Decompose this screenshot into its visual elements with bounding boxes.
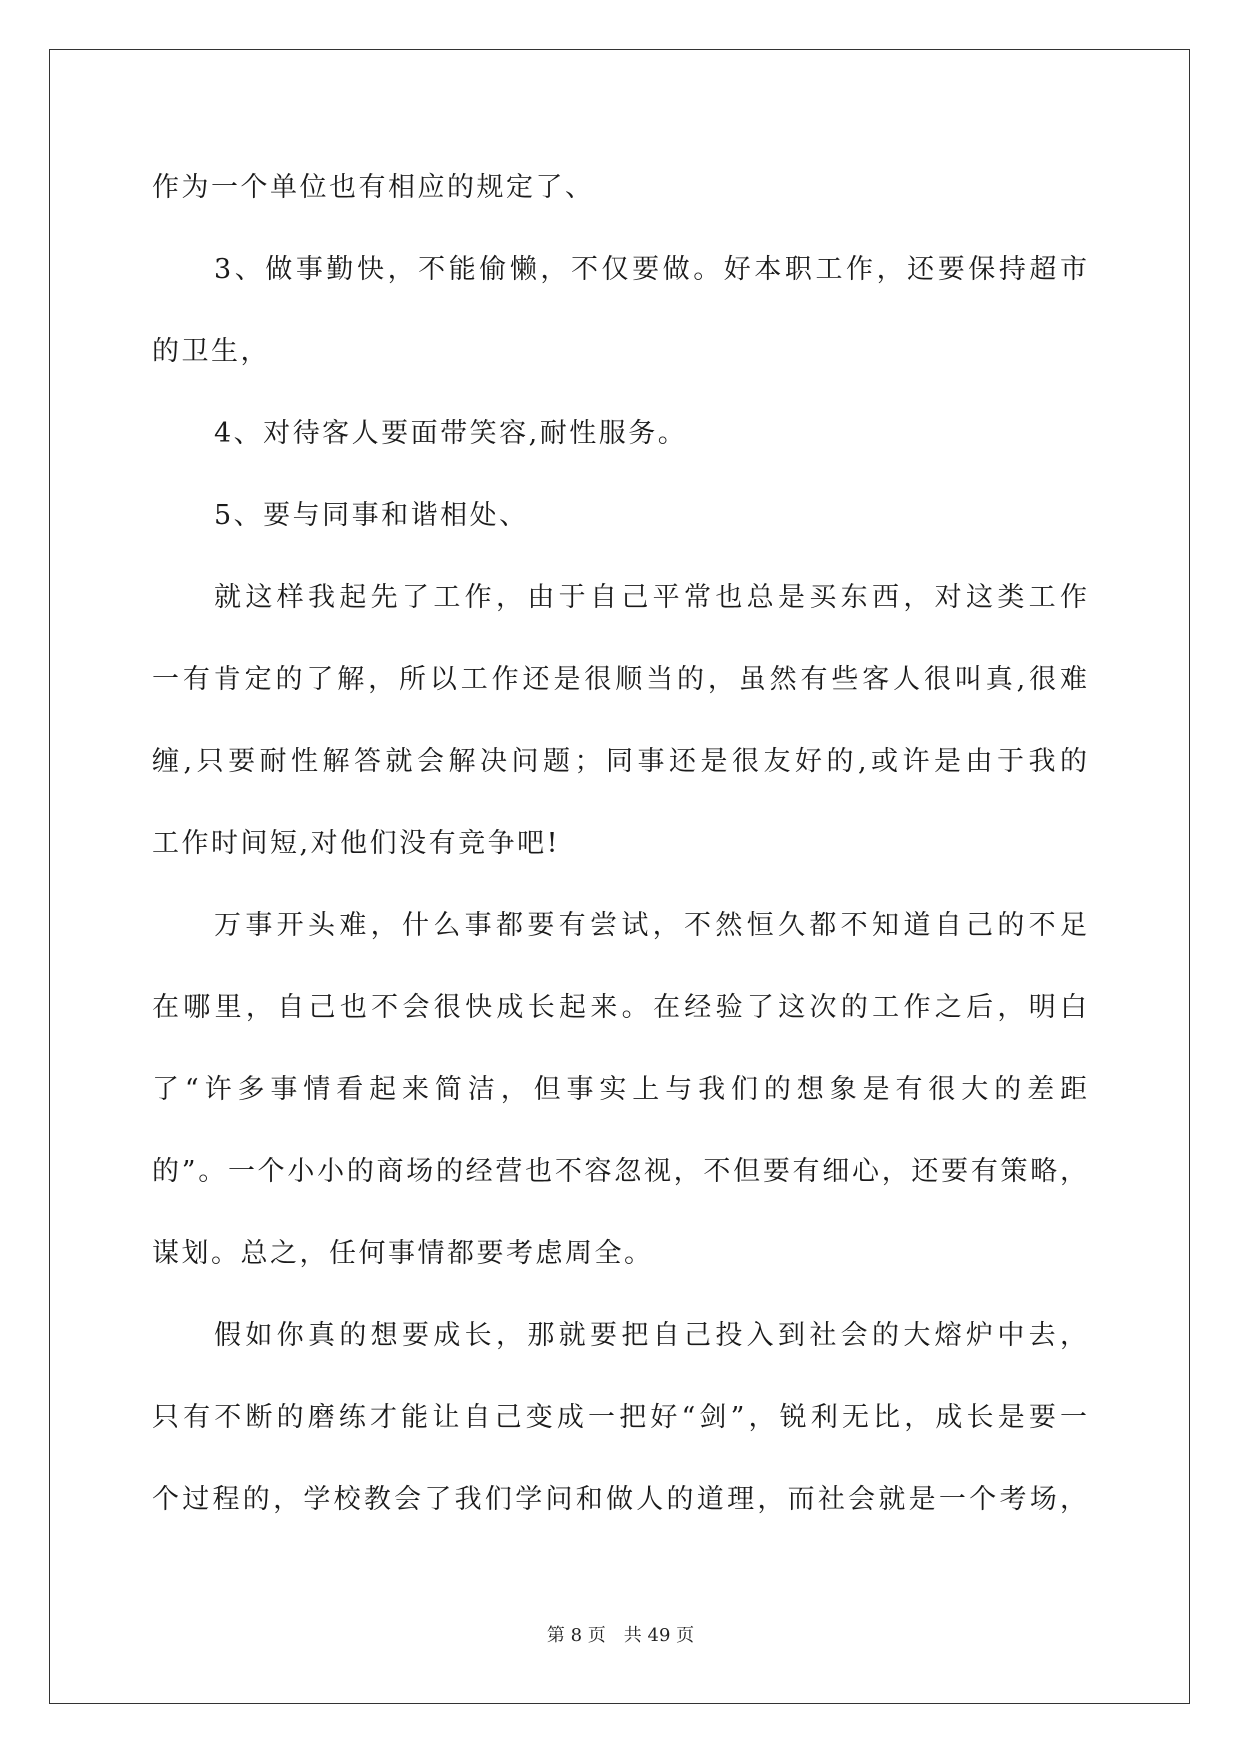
text-line: 缠,只要耐性解答就会解决问题；同事还是很友好的,或许是由于我的: [152, 746, 1087, 777]
page-number: 第 8 页: [546, 1625, 606, 1646]
text-line: 4、对待客人要面带笑容,耐性服务。: [214, 418, 688, 449]
text-line: 假如你真的想要成长，那就要把自己投入到社会的大熔炉中去，: [214, 1320, 1087, 1351]
text-line: 3、做事勤快，不能偷懒，不仅要做。好本职工作，还要保持超市: [214, 254, 1087, 285]
text-line: 就这样我起先了工作，由于自己平常也总是买东西，对这类工作: [214, 582, 1087, 613]
document-body: [152, 147, 1087, 1541]
text-line: 5、要与同事和谐相处、: [214, 500, 529, 531]
text-line: 了“许多事情看起来简洁，但事实上与我们的想象是有很大的差距: [152, 1074, 1087, 1105]
text-line: 工作时间短,对他们没有竞争吧!: [152, 828, 560, 859]
text-line: 作为一个单位也有相应的规定了、: [152, 172, 595, 203]
text-line: 只有不断的磨练才能让自己变成一把好“剑”，锐利无比，成长是要一: [152, 1402, 1087, 1433]
text-line: 在哪里，自己也不会很快成长起来。在经验了这次的工作之后，明白: [152, 992, 1087, 1023]
text-line: 的卫生，: [152, 336, 270, 367]
page-total: 共 49 页: [623, 1625, 695, 1646]
text-line: 的”。一个小小的商场的经营也不容忽视，不但要有细心，还要有策略，: [152, 1156, 1087, 1187]
text-line: 一有肯定的了解，所以工作还是很顺当的，虽然有些客人很叫真,很难: [152, 664, 1087, 695]
page-footer: [0, 1621, 1241, 1647]
text-line: 万事开头难，什么事都要有尝试，不然恒久都不知道自己的不足: [214, 910, 1087, 941]
text-line: 个过程的，学校教会了我们学问和做人的道理，而社会就是一个考场，: [152, 1484, 1087, 1515]
text-line: 谋划。总之，任何事情都要考虑周全。: [152, 1238, 654, 1269]
